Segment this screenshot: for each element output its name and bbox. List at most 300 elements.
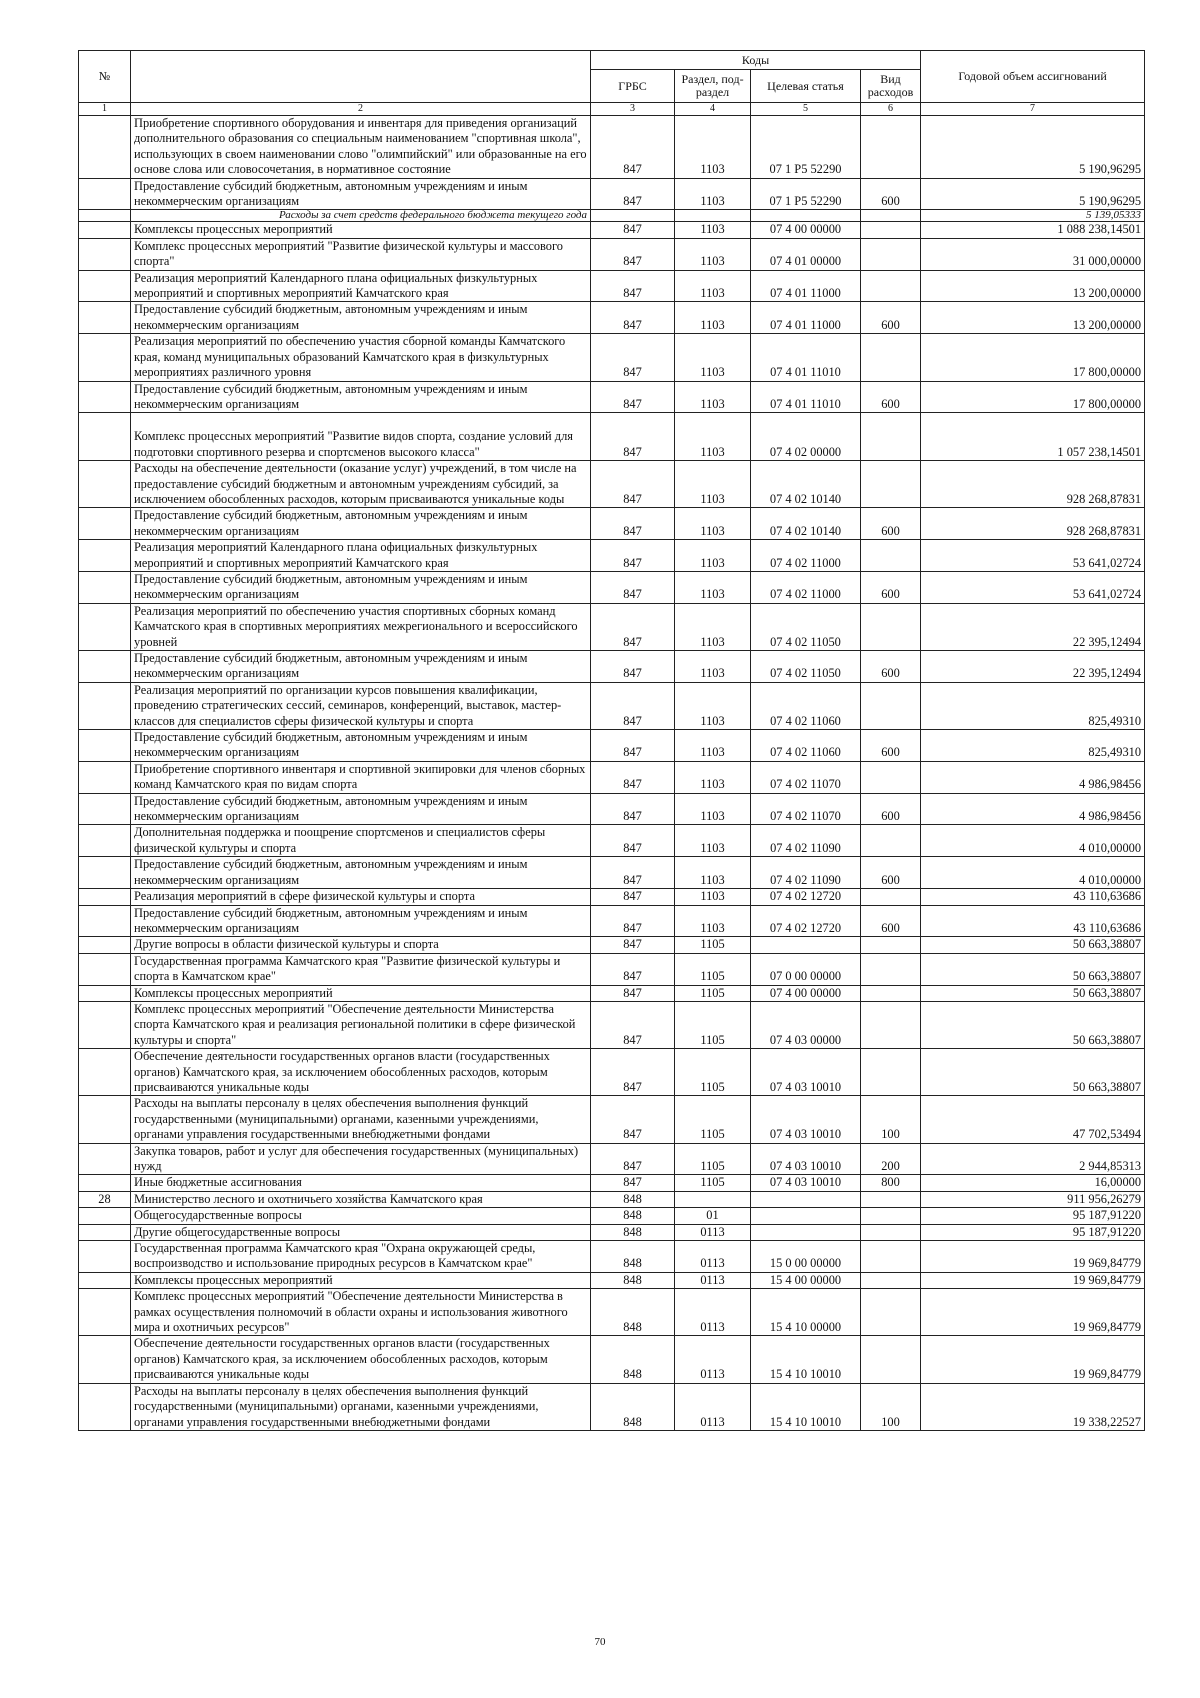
row-target: 07 4 00 00000 — [751, 222, 861, 238]
row-name: Предоставление субсидий бюджетным, автономным учреждениям и иным некоммерческим организациям — [131, 730, 591, 762]
row-grbs: 847 — [591, 682, 675, 729]
row-exp-type — [861, 985, 921, 1001]
row-target: 07 4 02 10140 — [751, 508, 861, 540]
row-amount: 4 010,00000 — [921, 825, 1145, 857]
row-exp-type — [861, 603, 921, 650]
row-grbs: 847 — [591, 825, 675, 857]
table-row — [79, 682, 1145, 729]
row-section: 0113 — [675, 1289, 751, 1336]
row-section: 1103 — [675, 571, 751, 603]
table-row — [79, 381, 1145, 413]
table-row — [79, 1175, 1145, 1191]
row-section: 1103 — [675, 413, 751, 461]
row-target: 07 4 03 10010 — [751, 1096, 861, 1143]
row-amount: 1 057 238,14501 — [921, 413, 1145, 461]
row-name: Реализация мероприятий Календарного плана официальных физкультурных мероприятий и спортивных мероприятий Камчатского края — [131, 270, 591, 302]
row-number — [79, 178, 131, 210]
row-amount: 5 190,96295 — [921, 178, 1145, 210]
row-target: 07 4 02 12720 — [751, 905, 861, 937]
table-row — [79, 905, 1145, 937]
row-target: 07 4 02 11060 — [751, 730, 861, 762]
row-number — [79, 381, 131, 413]
row-name: Приобретение спортивного оборудования и инвентаря для приведения организаций дополнительного образования со специальным наименованием "спортивная школа", использующих в своем наименовании слово "олимпийский" или образованные на его основе слова или словосочетания, в нормативное состояние — [131, 116, 591, 179]
row-name: Реализация мероприятий по организации курсов повышения квалификации, проведению стратегических сессий, семинаров, конференций, выставок, мастер-классов для специалистов сферы физической культуры и спорта — [131, 682, 591, 729]
row-section — [675, 210, 751, 222]
row-grbs: 847 — [591, 381, 675, 413]
row-name: Предоставление субсидий бюджетным, автономным учреждениям и иным некоммерческим организациям — [131, 381, 591, 413]
row-amount: 19 969,84779 — [921, 1272, 1145, 1288]
row-number — [79, 651, 131, 683]
row-number — [79, 1224, 131, 1240]
row-amount: 53 641,02724 — [921, 540, 1145, 572]
row-number — [79, 1001, 131, 1048]
row-section: 1103 — [675, 603, 751, 650]
row-target: 07 0 00 00000 — [751, 953, 861, 985]
table-row — [79, 1272, 1145, 1288]
row-number — [79, 857, 131, 889]
row-exp-type: 600 — [861, 178, 921, 210]
row-name: Предоставление субсидий бюджетным, автономным учреждениям и иным некоммерческим организациям — [131, 651, 591, 683]
row-number — [79, 116, 131, 179]
row-amount: 5 139,05333 — [921, 210, 1145, 222]
row-section: 1103 — [675, 381, 751, 413]
row-grbs: 847 — [591, 1049, 675, 1096]
row-amount: 19 969,84779 — [921, 1241, 1145, 1273]
row-grbs — [591, 210, 675, 222]
row-name: Предоставление субсидий бюджетным, автономным учреждениям и иным некоммерческим организациям — [131, 857, 591, 889]
row-section: 1105 — [675, 1049, 751, 1096]
row-name: Комплексы процессных мероприятий — [131, 222, 591, 238]
table-row — [79, 302, 1145, 334]
row-grbs: 847 — [591, 730, 675, 762]
row-grbs: 847 — [591, 985, 675, 1001]
row-number — [79, 905, 131, 937]
row-target: 07 4 01 00000 — [751, 238, 861, 270]
table-body — [79, 116, 1145, 1431]
row-section: 1105 — [675, 1143, 751, 1175]
row-name: Комплекс процессных мероприятий "Развитие физической культуры и массового спорта" — [131, 238, 591, 270]
row-exp-type — [861, 937, 921, 953]
row-section: 1103 — [675, 857, 751, 889]
row-exp-type — [861, 1289, 921, 1336]
row-grbs: 847 — [591, 116, 675, 179]
row-exp-type: 600 — [861, 651, 921, 683]
row-exp-type: 600 — [861, 730, 921, 762]
col-number: 6 — [861, 103, 921, 116]
row-grbs: 847 — [591, 238, 675, 270]
row-name: Предоставление субсидий бюджетным, автономным учреждениям и иным некоммерческим организациям — [131, 508, 591, 540]
row-name: Закупка товаров, работ и услуг для обеспечения государственных (муниципальных) нужд — [131, 1143, 591, 1175]
row-exp-type: 200 — [861, 1143, 921, 1175]
row-amount: 50 663,38807 — [921, 1001, 1145, 1048]
row-amount: 4 986,98456 — [921, 761, 1145, 793]
row-name: Министерство лесного и охотничьего хозяйства Камчатского края — [131, 1191, 591, 1207]
table-row — [79, 1336, 1145, 1383]
row-grbs: 847 — [591, 334, 675, 381]
row-grbs: 848 — [591, 1272, 675, 1288]
row-amount: 19 338,22527 — [921, 1383, 1145, 1430]
row-amount: 911 956,26279 — [921, 1191, 1145, 1207]
row-exp-type: 600 — [861, 905, 921, 937]
row-grbs: 848 — [591, 1289, 675, 1336]
row-grbs: 848 — [591, 1191, 675, 1207]
row-name: Комплекс процессных мероприятий "Развитие видов спорта, создание условий для подготовки спортивного резерва и спортсменов высокого класса" — [131, 413, 591, 461]
row-name: Предоставление субсидий бюджетным, автономным учреждениям и иным некоммерческим организациям — [131, 178, 591, 210]
row-number — [79, 761, 131, 793]
row-number — [79, 571, 131, 603]
row-amount: 95 187,91220 — [921, 1208, 1145, 1224]
row-section: 1103 — [675, 540, 751, 572]
row-grbs: 847 — [591, 302, 675, 334]
row-name: Расходы на обеспечение деятельности (оказание услуг) учреждений, в том числе на предоставление субсидий бюджетным и автономным учреждениям субсидий, за исключением обособленных расходов, которым присваиваются уникальные коды — [131, 461, 591, 508]
table-row — [79, 761, 1145, 793]
row-amount: 19 969,84779 — [921, 1289, 1145, 1336]
row-target: 07 4 02 11070 — [751, 793, 861, 825]
row-number — [79, 603, 131, 650]
header-codes: Коды — [591, 51, 921, 70]
budget-table — [78, 50, 1145, 1431]
table-row — [79, 178, 1145, 210]
row-exp-type — [861, 270, 921, 302]
row-number — [79, 222, 131, 238]
row-target: 07 4 02 11000 — [751, 540, 861, 572]
row-name: Обеспечение деятельности государственных органов власти (государственных органов) Камчатского края, за исключением обособленных расходов, которым присваиваются уникальные коды — [131, 1049, 591, 1096]
row-section: 1103 — [675, 793, 751, 825]
table-row — [79, 1096, 1145, 1143]
row-exp-type — [861, 1272, 921, 1288]
row-amount: 2 944,85313 — [921, 1143, 1145, 1175]
row-section: 1105 — [675, 937, 751, 953]
row-name: Предоставление субсидий бюджетным, автономным учреждениям и иным некоммерческим организациям — [131, 905, 591, 937]
table-row — [79, 985, 1145, 1001]
row-amount: 17 800,00000 — [921, 381, 1145, 413]
row-target — [751, 1208, 861, 1224]
row-number — [79, 1241, 131, 1273]
row-number — [79, 1143, 131, 1175]
row-section: 1103 — [675, 825, 751, 857]
row-number — [79, 1383, 131, 1430]
table-row — [79, 222, 1145, 238]
row-amount: 17 800,00000 — [921, 334, 1145, 381]
row-target: 15 4 10 10010 — [751, 1336, 861, 1383]
row-section: 1105 — [675, 1096, 751, 1143]
row-grbs: 847 — [591, 413, 675, 461]
col-number: 7 — [921, 103, 1145, 116]
row-target: 07 4 02 00000 — [751, 413, 861, 461]
row-target: 07 4 01 11000 — [751, 270, 861, 302]
budget-table-sheet — [78, 50, 1144, 1431]
row-exp-type — [861, 116, 921, 179]
row-amount: 43 110,63686 — [921, 889, 1145, 905]
table-row — [79, 1143, 1145, 1175]
table-row — [79, 1191, 1145, 1207]
row-grbs: 847 — [591, 905, 675, 937]
row-grbs: 847 — [591, 222, 675, 238]
row-section: 0113 — [675, 1336, 751, 1383]
table-row — [79, 651, 1145, 683]
row-target: 15 0 00 00000 — [751, 1241, 861, 1273]
table-row — [79, 603, 1145, 650]
row-section: 1103 — [675, 178, 751, 210]
row-section: 0113 — [675, 1383, 751, 1430]
header-name — [131, 51, 591, 103]
row-amount: 50 663,38807 — [921, 985, 1145, 1001]
row-exp-type — [861, 682, 921, 729]
row-section: 1103 — [675, 889, 751, 905]
header-exp-type: Вид расходов — [861, 70, 921, 103]
row-amount: 50 663,38807 — [921, 937, 1145, 953]
row-target: 07 4 00 00000 — [751, 985, 861, 1001]
row-target: 07 4 02 11060 — [751, 682, 861, 729]
row-grbs: 847 — [591, 761, 675, 793]
row-section: 1105 — [675, 985, 751, 1001]
header-num: № — [79, 51, 131, 103]
row-section: 1105 — [675, 1001, 751, 1048]
row-target — [751, 937, 861, 953]
table-row — [79, 889, 1145, 905]
row-exp-type — [861, 1049, 921, 1096]
table-row — [79, 334, 1145, 381]
row-name: Государственная программа Камчатского края "Охрана окружающей среды, воспроизводство и использование природных ресурсов в Камчатском крае" — [131, 1241, 591, 1273]
row-target: 07 4 02 11090 — [751, 825, 861, 857]
row-grbs: 847 — [591, 178, 675, 210]
row-amount: 16,00000 — [921, 1175, 1145, 1191]
row-target: 07 4 02 11050 — [751, 603, 861, 650]
table-row — [79, 1208, 1145, 1224]
row-amount: 4 986,98456 — [921, 793, 1145, 825]
row-exp-type — [861, 761, 921, 793]
row-target: 07 4 01 11010 — [751, 381, 861, 413]
row-amount: 22 395,12494 — [921, 603, 1145, 650]
col-number: 5 — [751, 103, 861, 116]
table-row — [79, 413, 1145, 461]
row-target: 07 4 02 12720 — [751, 889, 861, 905]
row-target: 07 4 01 11010 — [751, 334, 861, 381]
row-grbs: 847 — [591, 571, 675, 603]
row-amount: 47 702,53494 — [921, 1096, 1145, 1143]
row-section: 1105 — [675, 953, 751, 985]
row-target: 07 4 03 10010 — [751, 1049, 861, 1096]
row-name: Иные бюджетные ассигнования — [131, 1175, 591, 1191]
row-grbs: 847 — [591, 508, 675, 540]
row-grbs: 847 — [591, 857, 675, 889]
row-number — [79, 540, 131, 572]
row-target — [751, 1224, 861, 1240]
table-row — [79, 270, 1145, 302]
row-name: Предоставление субсидий бюджетным, автономным учреждениям и иным некоммерческим организациям — [131, 302, 591, 334]
table-row — [79, 116, 1145, 179]
row-amount: 4 010,00000 — [921, 857, 1145, 889]
row-exp-type: 600 — [861, 857, 921, 889]
row-grbs: 847 — [591, 889, 675, 905]
row-section: 1103 — [675, 651, 751, 683]
row-exp-type — [861, 1224, 921, 1240]
row-section: 1103 — [675, 508, 751, 540]
row-amount: 95 187,91220 — [921, 1224, 1145, 1240]
row-exp-type — [861, 238, 921, 270]
row-exp-type — [861, 540, 921, 572]
row-amount: 13 200,00000 — [921, 270, 1145, 302]
row-exp-type: 800 — [861, 1175, 921, 1191]
row-amount: 19 969,84779 — [921, 1336, 1145, 1383]
row-exp-type: 600 — [861, 302, 921, 334]
row-target: 07 4 02 11000 — [751, 571, 861, 603]
row-section: 1103 — [675, 116, 751, 179]
row-amount: 928 268,87831 — [921, 508, 1145, 540]
table-row — [79, 1241, 1145, 1273]
row-exp-type — [861, 889, 921, 905]
row-target: 07 4 02 11090 — [751, 857, 861, 889]
table-row — [79, 825, 1145, 857]
row-name: Расходы на выплаты персоналу в целях обеспечения выполнения функций государственными (муниципальными) органами, казенными учреждениями, органами управления государственными внебюджетными фондами — [131, 1383, 591, 1430]
row-grbs: 847 — [591, 540, 675, 572]
row-number — [79, 1336, 131, 1383]
row-number — [79, 953, 131, 985]
row-amount: 31 000,00000 — [921, 238, 1145, 270]
row-grbs: 848 — [591, 1383, 675, 1430]
row-section: 1103 — [675, 222, 751, 238]
row-section: 1103 — [675, 761, 751, 793]
table-row — [79, 857, 1145, 889]
row-number — [79, 682, 131, 729]
row-amount: 53 641,02724 — [921, 571, 1145, 603]
row-number — [79, 985, 131, 1001]
row-target: 15 4 10 00000 — [751, 1289, 861, 1336]
row-amount: 825,49310 — [921, 682, 1145, 729]
row-number — [79, 1049, 131, 1096]
row-number — [79, 793, 131, 825]
row-grbs: 847 — [591, 1001, 675, 1048]
row-name: Приобретение спортивного инвентаря и спортивной экипировки для членов сборных команд Камчатского края по видам спорта — [131, 761, 591, 793]
row-exp-type: 100 — [861, 1096, 921, 1143]
row-amount: 50 663,38807 — [921, 1049, 1145, 1096]
row-name: Реализация мероприятий по обеспечению участия сборной команды Камчатского края, команд муниципальных образований Камчатского края в физкультурных мероприятиях различного уровня — [131, 334, 591, 381]
table-row — [79, 1224, 1145, 1240]
row-number — [79, 270, 131, 302]
row-section: 1103 — [675, 905, 751, 937]
row-target: 07 4 02 11050 — [751, 651, 861, 683]
row-exp-type — [861, 953, 921, 985]
row-grbs: 847 — [591, 603, 675, 650]
row-number — [79, 508, 131, 540]
table-row — [79, 1289, 1145, 1336]
row-target — [751, 1191, 861, 1207]
row-target: 15 4 00 00000 — [751, 1272, 861, 1288]
row-amount: 825,49310 — [921, 730, 1145, 762]
col-number: 3 — [591, 103, 675, 116]
row-exp-type: 100 — [861, 1383, 921, 1430]
row-number — [79, 238, 131, 270]
row-name: Комплекс процессных мероприятий "Обеспечение деятельности Министерства в рамках осуществления полномочий в области охраны и использования животного мира и охотничьих ресурсов" — [131, 1289, 591, 1336]
row-amount: 928 268,87831 — [921, 461, 1145, 508]
table-row — [79, 238, 1145, 270]
col-number: 1 — [79, 103, 131, 116]
row-name: Общегосударственные вопросы — [131, 1208, 591, 1224]
row-section: 1103 — [675, 334, 751, 381]
table-row — [79, 540, 1145, 572]
row-exp-type: 600 — [861, 508, 921, 540]
header-volume: Годовой объем ассигнований — [921, 51, 1145, 103]
row-exp-type — [861, 1208, 921, 1224]
row-target: 07 4 01 11000 — [751, 302, 861, 334]
row-section: 0113 — [675, 1241, 751, 1273]
row-grbs: 847 — [591, 461, 675, 508]
row-exp-type — [861, 1336, 921, 1383]
row-exp-type — [861, 413, 921, 461]
row-exp-type — [861, 1241, 921, 1273]
row-section: 1103 — [675, 730, 751, 762]
row-grbs: 847 — [591, 1143, 675, 1175]
row-number — [79, 1208, 131, 1224]
row-section: 1103 — [675, 302, 751, 334]
page-number: 70 — [594, 1636, 606, 1648]
row-grbs: 848 — [591, 1336, 675, 1383]
table-row — [79, 461, 1145, 508]
row-name: Государственная программа Камчатского края "Развитие физической культуры и спорта в Камчатском крае" — [131, 953, 591, 985]
row-section: 1103 — [675, 270, 751, 302]
row-name: Комплексы процессных мероприятий — [131, 985, 591, 1001]
table-row — [79, 937, 1145, 953]
row-target: 07 4 02 11070 — [751, 761, 861, 793]
row-name: Предоставление субсидий бюджетным, автономным учреждениям и иным некоммерческим организациям — [131, 793, 591, 825]
row-number — [79, 1272, 131, 1288]
row-exp-type: 600 — [861, 571, 921, 603]
row-name: Предоставление субсидий бюджетным, автономным учреждениям и иным некоммерческим организациям — [131, 571, 591, 603]
row-section: 1103 — [675, 238, 751, 270]
row-name: Комплексы процессных мероприятий — [131, 1272, 591, 1288]
row-grbs: 848 — [591, 1241, 675, 1273]
row-name: Дополнительная поддержка и поощрение спортсменов и специалистов сферы физической культуры и спорта — [131, 825, 591, 857]
row-target: 07 4 03 00000 — [751, 1001, 861, 1048]
row-target: 07 1 Р5 52290 — [751, 178, 861, 210]
row-amount: 5 190,96295 — [921, 116, 1145, 179]
col-number: 4 — [675, 103, 751, 116]
row-number — [79, 334, 131, 381]
row-exp-type — [861, 222, 921, 238]
row-name: Другие общегосударственные вопросы — [131, 1224, 591, 1240]
row-number — [79, 210, 131, 222]
row-section: 0113 — [675, 1272, 751, 1288]
row-number — [79, 1096, 131, 1143]
row-grbs: 847 — [591, 1096, 675, 1143]
row-amount: 1 088 238,14501 — [921, 222, 1145, 238]
row-exp-type — [861, 461, 921, 508]
row-amount: 50 663,38807 — [921, 953, 1145, 985]
row-name: Расходы за счет средств федерального бюджета текущего года — [131, 210, 591, 222]
row-number — [79, 1289, 131, 1336]
row-exp-type: 600 — [861, 793, 921, 825]
row-name: Расходы на выплаты персоналу в целях обеспечения выполнения функций государственными (муниципальными) органами, казенными учреждениями, органами управления государственными внебюджетными фондами — [131, 1096, 591, 1143]
row-grbs: 847 — [591, 953, 675, 985]
row-name: Реализация мероприятий по обеспечению участия спортивных сборных команд Камчатского края в спортивных мероприятиях межрегионального и всероссийского уровней — [131, 603, 591, 650]
row-name: Другие вопросы в области физической культуры и спорта — [131, 937, 591, 953]
row-target: 07 4 02 10140 — [751, 461, 861, 508]
row-section: 1103 — [675, 461, 751, 508]
table-row — [79, 571, 1145, 603]
row-exp-type: 600 — [861, 381, 921, 413]
row-grbs: 847 — [591, 937, 675, 953]
row-grbs: 847 — [591, 270, 675, 302]
row-name: Реализация мероприятий Календарного плана официальных физкультурных мероприятий и спортивных мероприятий Камчатского края — [131, 540, 591, 572]
row-target: 07 4 03 10010 — [751, 1175, 861, 1191]
row-grbs: 847 — [591, 1175, 675, 1191]
table-row — [79, 1049, 1145, 1096]
row-exp-type — [861, 825, 921, 857]
row-section: 1103 — [675, 682, 751, 729]
row-section — [675, 1191, 751, 1207]
header-grbs: ГРБС — [591, 70, 675, 103]
row-exp-type — [861, 1001, 921, 1048]
